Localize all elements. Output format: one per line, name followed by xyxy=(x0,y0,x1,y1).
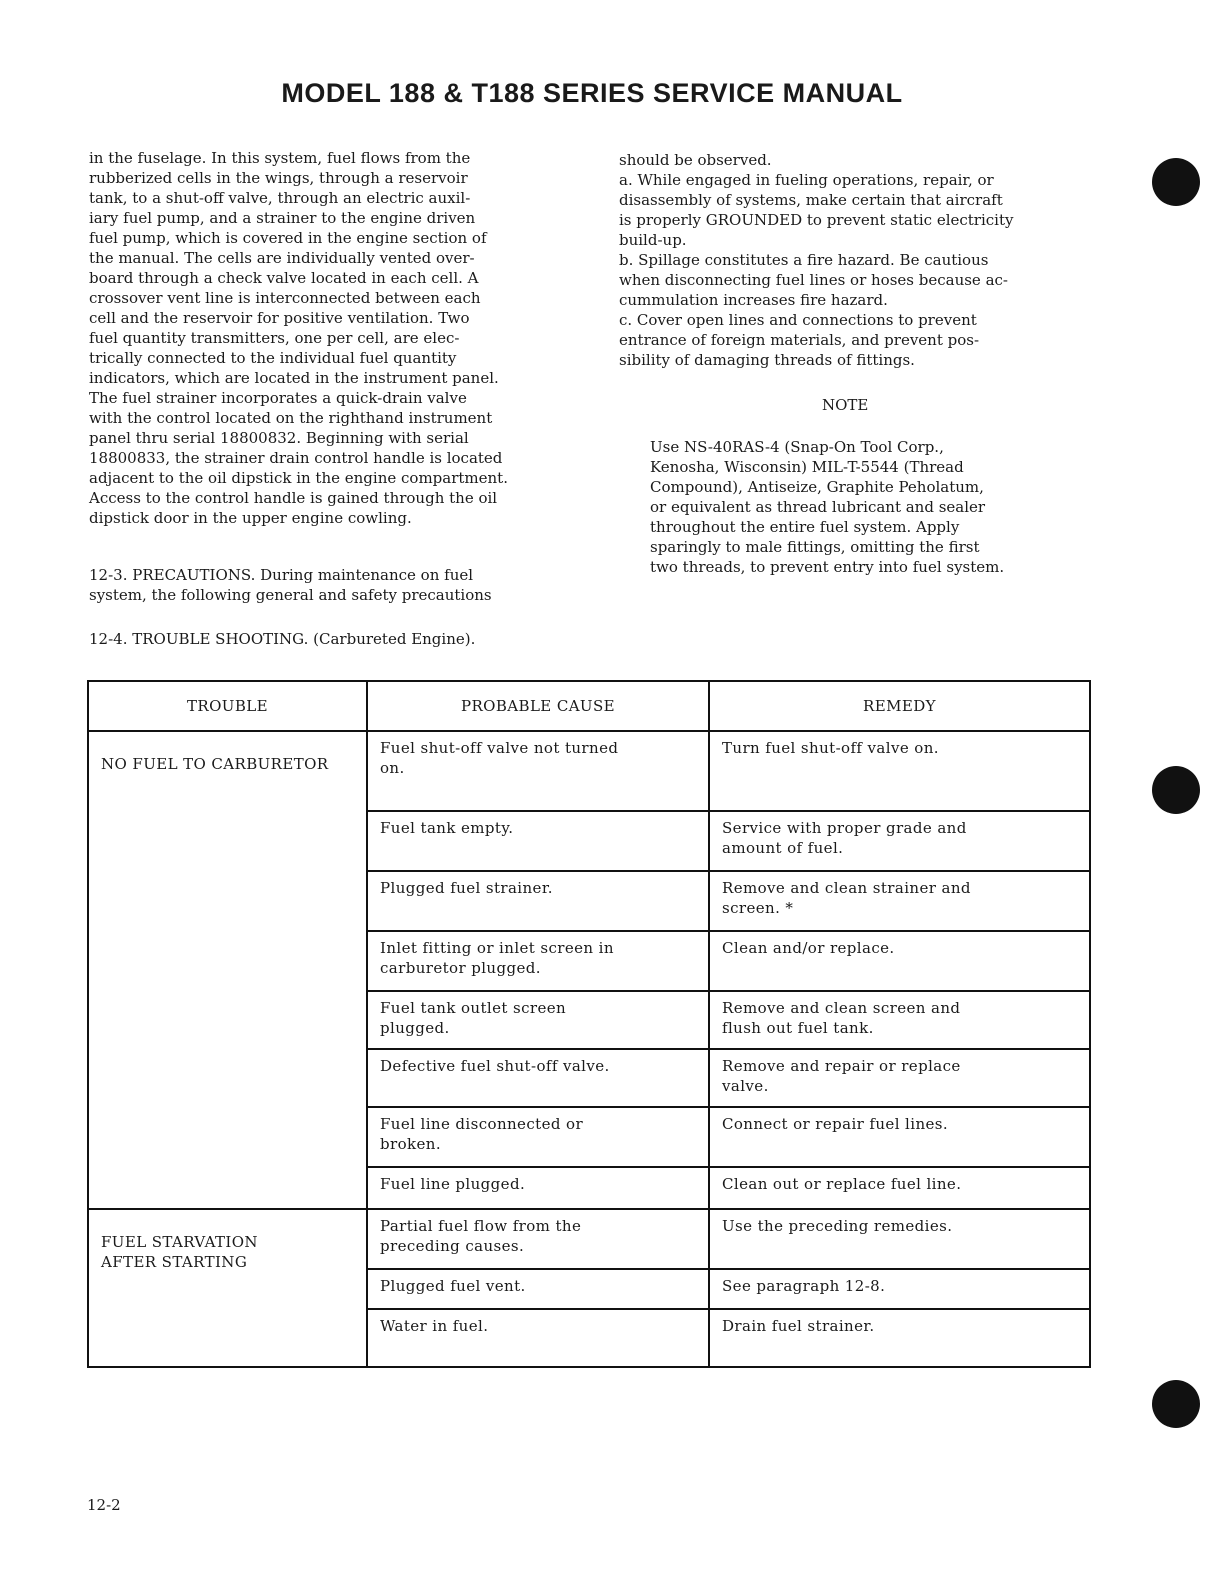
remedy-cell xyxy=(709,1049,1090,1107)
cause-text: Fuel tank empty. xyxy=(380,819,514,837)
text-line: a. While engaged in fueling operations, repair, or xyxy=(619,171,994,189)
page-title: MODEL 188 & T188 SERIES SERVICE MANUAL xyxy=(281,78,903,108)
remedy-text: screen. * xyxy=(722,899,794,917)
text-line: iary fuel pump, and a strainer to the engine driven xyxy=(89,209,476,227)
cause-text: Plugged fuel vent. xyxy=(380,1277,526,1295)
probable-cause-cell xyxy=(367,1309,709,1367)
probable-cause-cell xyxy=(367,731,709,811)
cause-text: Fuel shut-off valve not turned xyxy=(380,739,619,757)
punch-hole-bottom xyxy=(1152,1380,1200,1428)
text-line: entrance of foreign materials, and prevent pos- xyxy=(619,331,980,349)
trouble-shooting-table xyxy=(87,680,1091,1368)
remedy-text: Remove and clean screen and xyxy=(722,999,961,1017)
cause-text: on. xyxy=(380,759,405,777)
remedy-text: Clean and/or replace. xyxy=(722,939,895,957)
cause-text: broken. xyxy=(380,1135,441,1153)
remedy-text: Connect or repair fuel lines. xyxy=(722,1115,949,1133)
remedy-cell xyxy=(709,1107,1090,1167)
text-line: system, the following general and safety precautions xyxy=(89,586,492,604)
remedy-text: Clean out or replace fuel line. xyxy=(722,1175,962,1193)
probable-cause-cell xyxy=(367,1049,709,1107)
trouble-cell xyxy=(88,1209,367,1367)
note-line: sparingly to male fittings, omitting the first xyxy=(650,538,980,556)
cause-text: preceding causes. xyxy=(380,1237,525,1255)
text-line: The fuel strainer incorporates a quick-drain valve xyxy=(89,389,467,407)
text-line: adjacent to the oil dipstick in the engine compartment. xyxy=(89,469,508,487)
text-line: is properly GROUNDED to prevent static electricity xyxy=(619,211,1014,229)
note-line: Compound), Antiseize, Graphite Peholatum, xyxy=(650,478,984,496)
text-line: 12-3. PRECAUTIONS. During maintenance on fuel xyxy=(89,566,474,584)
remedy-text: valve. xyxy=(722,1077,769,1095)
note-line: two threads, to prevent entry into fuel system. xyxy=(650,558,1005,576)
header-remedy: REMEDY xyxy=(709,681,1090,731)
text-line: Access to the control handle is gained through the oil xyxy=(89,489,498,507)
remedy-cell xyxy=(709,871,1090,931)
cause-text: Fuel tank outlet screen xyxy=(380,999,567,1017)
text-line: b. Spillage constitutes a fire hazard. Be cautious xyxy=(619,251,989,269)
trouble-text: FUEL STARVATION xyxy=(101,1233,258,1251)
cause-text: Water in fuel. xyxy=(380,1317,489,1335)
text-line: when disconnecting fuel lines or hoses because ac- xyxy=(619,271,1008,289)
remedy-text: Remove and clean strainer and xyxy=(722,879,971,897)
probable-cause-cell xyxy=(367,1209,709,1269)
text-line: indicators, which are located in the instrument panel. xyxy=(89,369,499,387)
header-trouble: TROUBLE xyxy=(88,681,367,731)
remedy-text: Service with proper grade and xyxy=(722,819,967,837)
remedy-cell xyxy=(709,1309,1090,1367)
text-line: build-up. xyxy=(619,231,687,249)
text-line: panel thru serial 18800832. Beginning with serial xyxy=(89,429,469,447)
punch-hole-middle xyxy=(1152,766,1200,814)
trouble-text: AFTER STARTING xyxy=(101,1253,248,1271)
cause-text: Fuel line disconnected or xyxy=(380,1115,584,1133)
note-line: Use NS-40RAS-4 (Snap-On Tool Corp., xyxy=(650,438,944,456)
remedy-text: Drain fuel strainer. xyxy=(722,1317,875,1335)
text-line: cummulation increases fire hazard. xyxy=(619,291,888,309)
right-column-text xyxy=(619,150,1087,370)
probable-cause-cell xyxy=(367,931,709,991)
trouble-text: NO FUEL TO CARBURETOR xyxy=(101,755,329,773)
remedy-cell xyxy=(709,991,1090,1049)
remedy-cell xyxy=(709,1167,1090,1209)
table-row xyxy=(88,731,1090,811)
text-line: board through a check valve located in each cell. A xyxy=(89,269,479,287)
remedy-cell xyxy=(709,811,1090,871)
cause-text: Plugged fuel strainer. xyxy=(380,879,553,897)
text-line: crossover vent line is interconnected between each xyxy=(89,289,481,307)
text-line: trically connected to the individual fuel quantity xyxy=(89,349,457,367)
header-probable-cause: PROBABLE CAUSE xyxy=(367,681,709,731)
table-header-row xyxy=(88,681,1090,731)
text-line: cell and the reservoir for positive ventilation. Two xyxy=(89,309,470,327)
text-line: with the control located on the righthand instrument xyxy=(89,409,493,427)
punch-hole-top xyxy=(1152,158,1200,206)
probable-cause-cell xyxy=(367,871,709,931)
probable-cause-cell xyxy=(367,991,709,1049)
text-line: fuel pump, which is covered in the engine section of xyxy=(89,229,487,247)
trouble-shooting-heading: 12-4. TROUBLE SHOOTING. (Carbureted Engine). xyxy=(89,630,476,648)
remedy-text: amount of fuel. xyxy=(722,839,844,857)
text-line: sibility of damaging threads of fittings. xyxy=(619,351,915,369)
remedy-text: Turn fuel shut-off valve on. xyxy=(722,739,939,757)
remedy-cell xyxy=(709,1209,1090,1269)
probable-cause-cell xyxy=(367,1107,709,1167)
text-line: disassembly of systems, make certain that aircraft xyxy=(619,191,1003,209)
remedy-cell xyxy=(709,1269,1090,1309)
precautions-paragraph xyxy=(89,565,492,605)
note-line: Kenosha, Wisconsin) MIL-T-5544 (Thread xyxy=(650,458,964,476)
text-line: should be observed. xyxy=(619,151,772,169)
cause-text: Inlet fitting or inlet screen in xyxy=(380,939,614,957)
probable-cause-cell xyxy=(367,811,709,871)
text-line: the manual. The cells are individually vented over- xyxy=(89,249,475,267)
note-line: throughout the entire fuel system. Apply xyxy=(650,518,960,536)
remedy-text: Use the preceding remedies. xyxy=(722,1217,953,1235)
cause-text: Fuel line plugged. xyxy=(380,1175,526,1193)
remedy-cell xyxy=(709,731,1090,811)
note-heading: NOTE xyxy=(822,396,869,414)
text-line: 18800833, the strainer drain control handle is located xyxy=(89,449,503,467)
table-row xyxy=(88,1209,1090,1269)
note-body xyxy=(650,437,1080,577)
text-line: tank, to a shut-off valve, through an electric auxil- xyxy=(89,189,471,207)
cause-text: Partial fuel flow from the xyxy=(380,1217,582,1235)
remedy-text: See paragraph 12-8. xyxy=(722,1277,886,1295)
cause-text: plugged. xyxy=(380,1019,450,1037)
page-number: 12-2 xyxy=(87,1496,121,1514)
text-line: c. Cover open lines and connections to prevent xyxy=(619,311,977,329)
remedy-text: flush out fuel tank. xyxy=(722,1019,874,1037)
text-line: rubberized cells in the wings, through a reservoir xyxy=(89,169,468,187)
text-line: dipstick door in the upper engine cowling. xyxy=(89,509,412,527)
cause-text: carburetor plugged. xyxy=(380,959,541,977)
text-line: in the fuselage. In this system, fuel flows from the xyxy=(89,149,471,167)
probable-cause-cell xyxy=(367,1167,709,1209)
probable-cause-cell xyxy=(367,1269,709,1309)
text-line: fuel quantity transmitters, one per cell, are elec- xyxy=(89,329,460,347)
note-line: or equivalent as thread lubricant and sealer xyxy=(650,498,986,516)
trouble-cell xyxy=(88,731,367,1209)
remedy-cell xyxy=(709,931,1090,991)
left-column-text xyxy=(89,148,567,528)
remedy-text: Remove and repair or replace xyxy=(722,1057,961,1075)
cause-text: Defective fuel shut-off valve. xyxy=(380,1057,610,1075)
